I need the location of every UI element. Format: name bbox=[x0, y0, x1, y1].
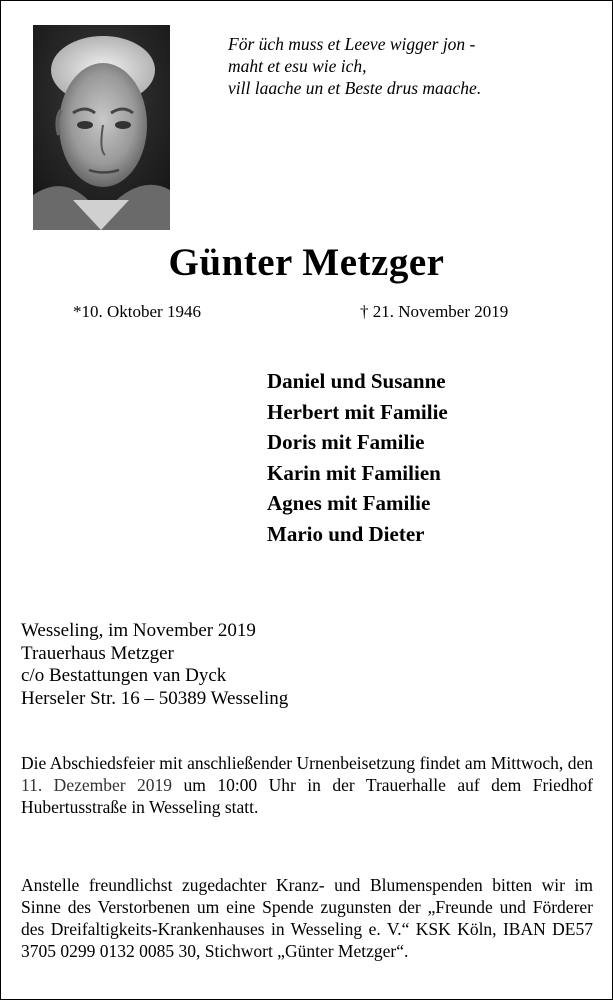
birth-date: *10. Oktober 1946 bbox=[73, 302, 201, 321]
poem-line: maht et esu wie ich, bbox=[228, 56, 367, 76]
donation-paragraph: Anstelle freundlichst zugedachter Kranz- und Blumenspenden bitten wir im Sinne des Verstorbenen um eine Spende zugunsten der „Freunde und Förderer des Dreifaltigkeits-Krankenhauses in Wesseling e. V.“ KSK Köln, IBAN DE57 3705 0299 0132 0085 30, Stichwort „Günter Metzger“. bbox=[21, 875, 593, 961]
poem-line: För üch muss et Leeve wigger jon - bbox=[228, 34, 476, 54]
mourner-entry: Karin mit Familien bbox=[267, 460, 441, 485]
address-line: c/o Bestattungen van Dyck bbox=[21, 665, 227, 686]
mourner-entry: Daniel und Susanne bbox=[267, 369, 446, 393]
address-line: Herseler Str. 16 – 50389 Wesseling bbox=[21, 687, 289, 709]
deceased-name: Günter Metzger bbox=[168, 241, 445, 284]
mourner-entry: Herbert mit Familie bbox=[267, 399, 448, 424]
poem-line: vill laache un et Beste drus maache. bbox=[228, 78, 482, 98]
ceremony-paragraph bbox=[21, 752, 593, 818]
ceremony-text: um 10:00 Uhr in der Trauerhalle auf dem Friedhof Hubertusstraße in Wesseling statt. bbox=[21, 775, 593, 817]
address-line: Trauerhaus Metzger bbox=[21, 642, 174, 664]
mourner-entry: Doris mit Familie bbox=[267, 430, 425, 455]
address-block bbox=[21, 620, 288, 710]
address-line: Wesseling, im November 2019 bbox=[21, 620, 256, 641]
mourner-entry: Agnes mit Familie bbox=[267, 491, 431, 516]
mourners-list bbox=[267, 366, 448, 550]
mourner-entry: Mario und Dieter bbox=[267, 521, 425, 546]
ceremony-date: 11. Dezember 2019 bbox=[21, 775, 173, 795]
death-date: † 21. November 2019 bbox=[360, 302, 509, 321]
ceremony-text: Die Abschiedsfeier mit anschließender Urnenbeisetzung findet am Mittwoch, den bbox=[21, 753, 593, 773]
poem bbox=[228, 33, 481, 99]
portrait-photo bbox=[33, 25, 170, 230]
